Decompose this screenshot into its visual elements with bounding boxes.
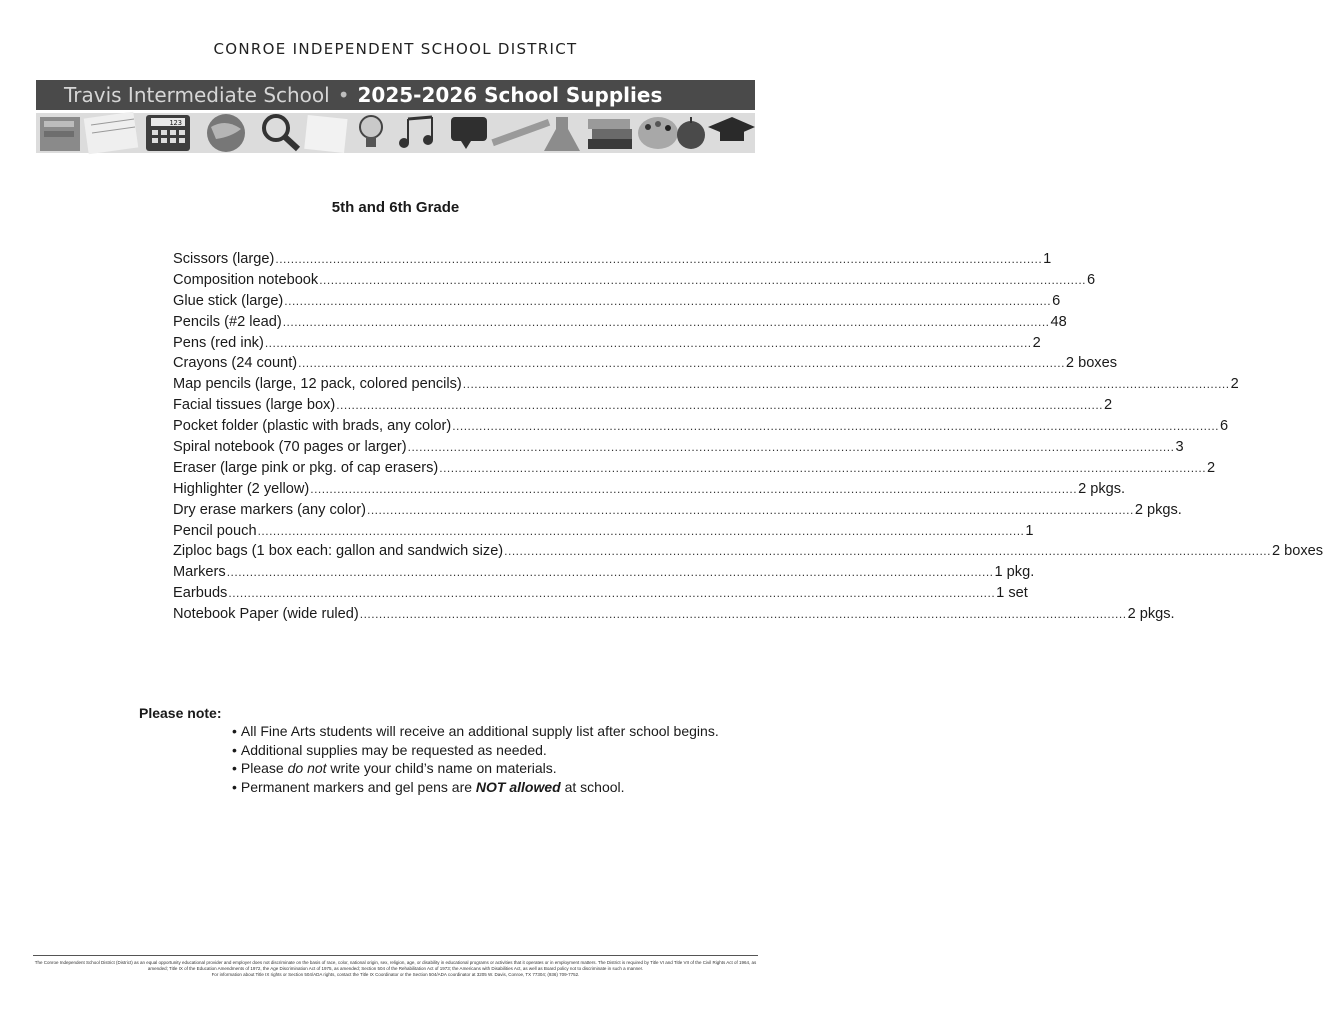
footer-disclaimer — [33, 960, 758, 978]
dot-leader: ........................................................................................................................................................................................................ — [310, 481, 1078, 496]
supply-item — [173, 292, 1061, 314]
palette-icon — [638, 117, 678, 149]
dot-leader: ........................................................................................................................................................................................................ — [257, 523, 1025, 538]
supply-quantity: 1 set — [996, 585, 1028, 602]
supply-quantity: 2 — [1230, 376, 1239, 393]
dot-leader: ........................................................................................................................................................................................................ — [226, 565, 994, 580]
supply-quantity: 1 — [1025, 522, 1034, 539]
dot-leader: ........................................................................................................................................................................................................ — [282, 314, 1050, 329]
supply-quantity: 2 boxes — [1065, 355, 1118, 372]
dot-leader: ........................................................................................................................................................................................................ — [359, 607, 1127, 622]
note-text: Additional supplies may be requested as needed. — [240, 741, 547, 758]
supply-name: Map pencils (large, 12 pack, colored pencils) — [173, 376, 462, 393]
supply-name: Pencils (#2 lead) — [173, 313, 282, 330]
supply-name: Scissors (large) — [173, 251, 275, 267]
supply-quantity: 6 — [1052, 292, 1061, 309]
supply-name: Pens (red ink) — [173, 334, 264, 351]
supply-name: Spiral notebook (70 pages or larger) — [173, 439, 407, 456]
dot-leader: ........................................................................................................................................................................................................ — [264, 335, 1032, 350]
district-name: CONROE INDEPENDENT SCHOOL DISTRICT — [213, 40, 578, 58]
supply-name: Glue stick (large) — [173, 292, 284, 309]
note-item — [232, 759, 719, 778]
supply-name: Pencil pouch — [173, 522, 257, 539]
dot-leader: ........................................................................................................................................................................................................ — [319, 272, 1087, 287]
dot-leader: ........................................................................................................................................................................................................ — [452, 419, 1220, 434]
notes-list — [232, 722, 719, 796]
title-separator: • — [337, 83, 350, 107]
supply-quantity: 48 — [1050, 313, 1067, 330]
supply-item — [173, 564, 1035, 585]
dot-leader: ........................................................................................................................................................................................................ — [228, 586, 996, 601]
note-text: All Fine Arts students will receive an additional supply list after school begins. — [240, 723, 719, 739]
supply-name: Ziploc bags (1 box each: gallon and sandwich size) — [173, 543, 504, 560]
bullet: • — [232, 778, 237, 795]
note-text: Please — [240, 760, 288, 776]
supply-item — [173, 459, 1216, 481]
dot-leader: ........................................................................................................................................................................................................ — [284, 293, 1052, 308]
school-icons-banner — [36, 113, 755, 153]
supply-name: Earbuds — [173, 585, 228, 602]
supply-item — [173, 334, 1041, 356]
supply-name: Composition notebook — [173, 271, 319, 288]
supply-item — [173, 313, 1067, 335]
footer-contact: For information about Title IX rights or Section 504/ADA rights, contact the Title IX Coordinator or the Section 504/ADA coordinator at 3205 W. Davis, Conroe, TX 77304; (936) 709-7752. — [211, 972, 580, 977]
note-text: Permanent markers and gel pens are — [240, 778, 476, 795]
supply-name: Dry erase markers (any color) — [173, 501, 367, 518]
supply-name: Notebook Paper (wide ruled) — [173, 606, 359, 623]
note-text: at school. — [560, 778, 625, 795]
notebook-icon — [40, 117, 80, 151]
supply-quantity: 2 — [1207, 459, 1216, 476]
supply-name: Crayons (24 count) — [173, 355, 298, 372]
supply-item — [173, 355, 1118, 376]
calculator-display: 123 — [169, 119, 182, 127]
dot-leader: ........................................................................................................................................................................................................ — [367, 502, 1134, 517]
note-emphasis: NOT allowed — [475, 778, 561, 795]
supply-quantity: 6 — [1220, 418, 1229, 435]
dot-leader: ........................................................................................................................................................................................................ — [298, 356, 1065, 371]
note-item — [232, 741, 719, 760]
supply-item — [173, 397, 1113, 418]
supply-quantity: 6 — [1087, 271, 1096, 288]
dot-leader: ........................................................................................................................................................................................................ — [336, 398, 1104, 413]
globe-icon — [207, 114, 245, 152]
dot-leader: ........................................................................................................................................................................................................ — [407, 440, 1175, 455]
supply-quantity: 2 pkgs. — [1127, 606, 1175, 623]
footer-divider — [33, 955, 758, 956]
supply-item — [173, 501, 1182, 523]
calculator-icon — [146, 115, 190, 151]
supply-item — [173, 271, 1096, 293]
supply-quantity: 1 — [1043, 251, 1052, 267]
supply-item — [173, 585, 1028, 606]
supply-item — [173, 418, 1229, 439]
supply-quantity: 2 boxes — [1271, 543, 1323, 560]
supply-quantity: 2 — [1032, 334, 1041, 351]
supply-item — [173, 480, 1126, 502]
supply-item — [173, 251, 1052, 272]
paper-icon — [304, 115, 347, 153]
supply-item — [173, 439, 1184, 460]
note-emphasis: do not — [287, 760, 327, 776]
supply-quantity: 2 pkgs. — [1078, 480, 1126, 497]
bullet: • — [232, 760, 237, 776]
supply-item — [173, 543, 1323, 564]
supply-quantity: 2 pkgs. — [1134, 501, 1182, 518]
supply-quantity: 3 — [1175, 439, 1184, 456]
supply-list — [173, 251, 1323, 627]
supply-item — [173, 606, 1175, 627]
supply-name: Pocket folder (plastic with brads, any color) — [173, 418, 452, 435]
books-icon — [588, 119, 632, 149]
supply-quantity: 2 — [1104, 397, 1113, 414]
supply-item — [173, 376, 1239, 397]
bullet: • — [232, 741, 237, 758]
supply-name: Markers — [173, 564, 226, 581]
supplies-title: 2025-2026 School Supplies — [357, 83, 663, 107]
supply-item — [173, 522, 1034, 544]
supply-quantity: 1 pkg. — [994, 564, 1035, 581]
ruler-icon — [84, 112, 139, 155]
note-item — [232, 722, 719, 741]
grade-heading: 5th and 6th Grade — [331, 199, 460, 216]
footer-nondiscrimination: The Conroe Independent School District (District) as an equal opportunity educational provider and employer does not discriminate on the basis of race, color, national origin, sex, religion, age, or disability in educational programs or activities that it operates or in employment matters. The District is required by Title VI and Title VII of the Civil Rights Act of 1964, as amended; Title IX of the Education Amendments of 1972, the Age Discrimination Act of 1975, as amended; Section 504 of the Rehabilitation Act of 1973; the Americans with Disabilities Act, as well as Board policy not to discriminate in such a manner. — [34, 960, 757, 971]
bullet: • — [232, 723, 237, 739]
banner-illustration — [36, 113, 755, 153]
dot-leader: ........................................................................................................................................................................................................ — [462, 377, 1230, 392]
title-bar — [36, 80, 755, 110]
supply-name: Eraser (large pink or pkg. of cap erasers) — [173, 459, 439, 476]
supply-name: Highlighter (2 yellow) — [173, 480, 310, 497]
note-item — [232, 778, 719, 797]
dot-leader: ........................................................................................................................................................................................................ — [504, 544, 1271, 559]
note-text: write your child’s name on materials. — [326, 760, 557, 776]
supply-name: Facial tissues (large box) — [173, 397, 336, 414]
school-name: Travis Intermediate School — [64, 83, 330, 107]
dot-leader: ........................................................................................................................................................................................................ — [439, 460, 1207, 475]
note-title: Please note: — [139, 705, 222, 721]
dot-leader: ........................................................................................................................................................................................................ — [275, 252, 1043, 266]
